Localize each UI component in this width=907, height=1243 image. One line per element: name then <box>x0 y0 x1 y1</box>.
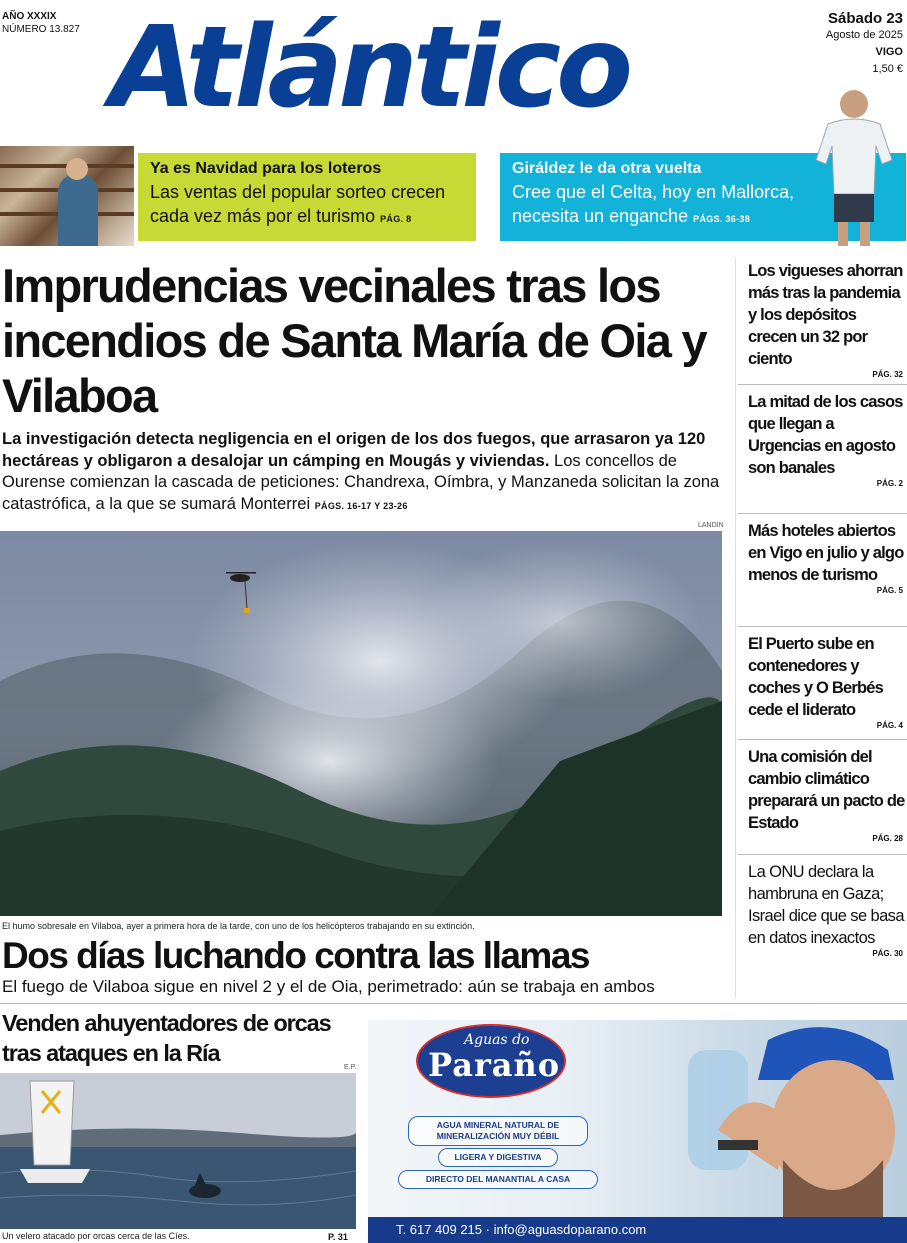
secondary-subhead: El fuego de Vilaboa sigue en nivel 2 y el de Oia, perimetrado: aún se trabaja en ambos <box>2 977 655 996</box>
sidebar-item-title: La mitad de los casos que llegan a Urgencias en agosto son banales <box>748 393 903 477</box>
teaser-celta-text: Cree que el Celta, hoy en Mallorca, necesita un enganche <box>512 182 795 226</box>
sidebar-item-page: PÁG. 30 <box>872 949 903 958</box>
teaser-lottery-text: Las ventas del popular sorteo crecen cada vez más por el turismo <box>150 182 446 226</box>
ad-line-3 <box>398 1170 598 1189</box>
teaser-celta-title: Giráldez le da otra vuelta <box>512 160 702 177</box>
edition-city: VIGO <box>875 46 903 58</box>
sidebar-item-title: La ONU declara la hambruna en Gaza; Israel dice que se basa en datos inexactos <box>748 863 904 947</box>
ad-contact[interactable]: T. 617 409 215 · info@aguasdoparano.com <box>368 1217 907 1243</box>
date-day: Sábado 23 <box>827 10 903 27</box>
issue-info <box>2 10 80 36</box>
sailboat-photo <box>0 1073 356 1229</box>
secondary-headline[interactable]: Dos días luchando contra las llamas <box>2 935 589 976</box>
water-advertisement[interactable] <box>368 1020 907 1243</box>
date-info <box>826 10 903 78</box>
teaser-lottery[interactable] <box>138 153 476 241</box>
sidebar-news <box>738 254 907 979</box>
year-label: AÑO XXXIX <box>2 11 57 22</box>
sidebar-item-title: Una comisión del cambio climático preparará un pacto de Estado <box>748 748 905 832</box>
sidebar-item-title: Más hoteles abiertos en Vigo en julio y algo menos de turismo <box>748 522 904 584</box>
sidebar-item[interactable] <box>738 514 907 627</box>
wildfire-photo <box>0 531 722 916</box>
price: 1,50 € <box>872 63 903 75</box>
main-deck <box>2 429 720 517</box>
main-photo-caption: El humo sobresale en Vilaboa, ayer a primera hora de la tarde, con uno de los helicópteros trabajando en su extinción. <box>2 921 475 931</box>
main-deck-pages: PÁGS. 16-17 Y 23-26 <box>314 500 408 511</box>
sidebar-item-page: PÁG. 32 <box>872 370 903 379</box>
orcas-photo-caption: Un velero atacado por orcas cerca de las Cíes. <box>2 1231 190 1241</box>
ad-line-2-text: LIGERA Y DIGESTIVA <box>438 1148 558 1167</box>
teaser-lottery-title: Ya es Navidad para los loteros <box>150 160 382 177</box>
ad-brand: Paraño <box>428 1046 561 1084</box>
sidebar-item-page: PÁG. 28 <box>872 834 903 843</box>
ad-line-3-text: DIRECTO DEL MANANTIAL A CASA <box>398 1170 598 1189</box>
sidebar-item[interactable] <box>738 254 907 385</box>
orcas-headline[interactable]: Venden ahuyentadores de orcas tras ataques en la Ría <box>2 1010 331 1066</box>
orcas-page: P. 31 <box>328 1232 348 1242</box>
sidebar-item-title: Los vigueses ahorran más tras la pandemia y los depósitos crecen un 32 por ciento <box>748 262 903 368</box>
ad-line-1-text: AGUA MINERAL NATURAL DE MINERALIZACIÓN MUY DÉBIL <box>408 1116 588 1146</box>
sidebar-item-title: El Puerto sube en contenedores y coches y O Berbés cede el liderato <box>748 635 883 719</box>
column-divider <box>735 258 736 998</box>
orcas-photo-credit: E.P. <box>344 1064 357 1071</box>
sidebar-item[interactable] <box>738 740 907 855</box>
sidebar-item[interactable] <box>738 385 907 514</box>
main-photo-credit: LANDIN <box>698 522 724 529</box>
lottery-shop-photo <box>0 146 134 246</box>
main-deck-text: Los concellos de Ourense comienzan la cascada de peticiones: Chandrexa, Oímbra, y Manzaneda solicitan la zona catastrófica, a la que se sumará Monterrei <box>2 451 720 513</box>
sidebar-item-page: PÁG. 2 <box>876 479 903 488</box>
teaser-celta-page: PÁGS. 36-38 <box>693 214 750 224</box>
teaser-lottery-page: PÁG. 8 <box>380 214 412 224</box>
ad-line-2 <box>438 1148 558 1167</box>
ad-brand-top: Aguas do <box>464 1032 530 1048</box>
main-headline[interactable]: Imprudencias vecinales tras los incendios de Santa María de Oia y Vilaboa <box>2 259 706 422</box>
main-deck-bold: La investigación detecta negligencia en el origen de los dos fuegos, que arrasaron ya 120 hectáreas y obligaron a desalojar un cámping en Mougás y viviendas. <box>2 430 706 470</box>
coach-photo <box>808 84 900 250</box>
sidebar-item-page: PÁG. 4 <box>876 721 903 730</box>
sidebar-item[interactable] <box>738 855 907 979</box>
date-month: Agosto de 2025 <box>825 29 903 41</box>
sidebar-item[interactable] <box>738 627 907 740</box>
ad-line-1 <box>408 1116 588 1146</box>
newspaper-logo[interactable]: Atlántico <box>110 3 629 133</box>
sidebar-item-page: PÁG. 5 <box>876 586 903 595</box>
ad-man-photo <box>658 1020 907 1217</box>
issue-number: NÚMERO 13.827 <box>2 24 80 35</box>
section-divider <box>0 1003 907 1004</box>
